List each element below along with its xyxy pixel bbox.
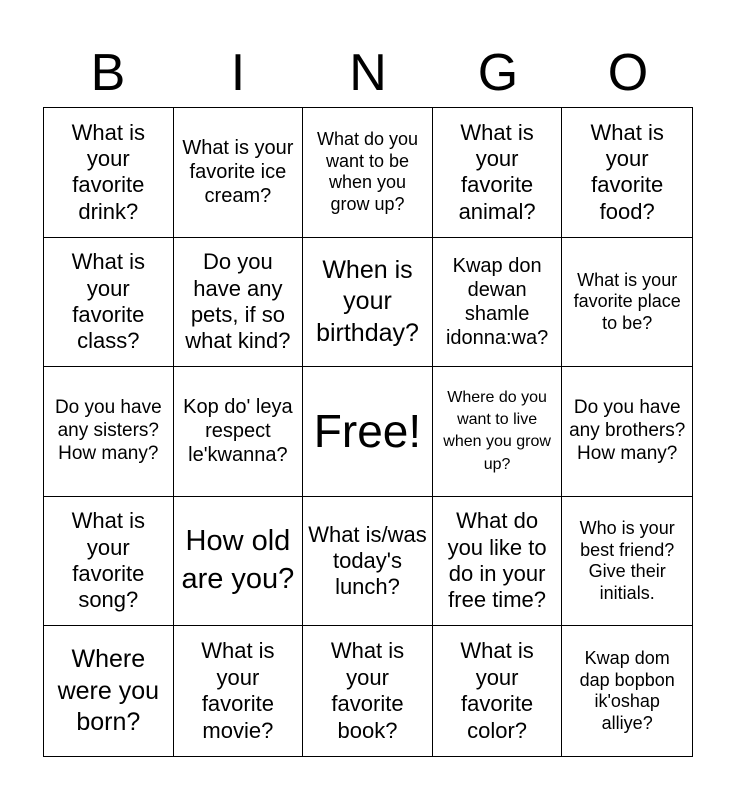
- bingo-cell[interactable]: What is your favorite place to be?: [562, 238, 692, 368]
- header-letter-b: B: [90, 44, 126, 102]
- bingo-cell[interactable]: Do you have any pets, if so what kind?: [174, 238, 304, 368]
- bingo-cell[interactable]: Do you have any sisters? How many?: [44, 367, 174, 497]
- header-letter-o: O: [607, 44, 649, 102]
- bingo-cell[interactable]: What is your favorite book?: [303, 626, 433, 756]
- bingo-cell[interactable]: Who is your best friend? Give their initials.: [562, 497, 692, 627]
- bingo-cell[interactable]: What do you want to be when you grow up?: [303, 108, 433, 238]
- bingo-cell[interactable]: Kop do' leya respect le'kwanna?: [174, 367, 304, 497]
- bingo-cell[interactable]: Do you have any brothers? How many?: [562, 367, 692, 497]
- header-letter-i: I: [230, 44, 246, 102]
- bingo-cell[interactable]: What is your favorite animal?: [433, 108, 563, 238]
- bingo-cell[interactable]: What is your favorite color?: [433, 626, 563, 756]
- free-space-cell[interactable]: Free!: [303, 367, 433, 497]
- bingo-cell[interactable]: What is/was today's lunch?: [303, 497, 433, 627]
- bingo-cell[interactable]: Where do you want to live when you grow up?: [433, 367, 563, 497]
- bingo-cell[interactable]: Kwap dom dap bopbon ik'oshap alliye?: [579, 648, 675, 733]
- bingo-cell[interactable]: Kwap don dewan shamle idonna:wa?: [433, 238, 563, 368]
- bingo-cell[interactable]: What is your favorite movie?: [174, 626, 304, 756]
- bingo-card-grid: [43, 107, 693, 757]
- bingo-cell[interactable]: What is your favorite ice cream?: [174, 108, 304, 238]
- bingo-cell[interactable]: Where were you born?: [44, 626, 174, 756]
- bingo-cell[interactable]: What is your favorite food?: [562, 108, 692, 238]
- bingo-cell[interactable]: What do you like to do in your free time?: [433, 497, 563, 627]
- bingo-cell[interactable]: What is your favorite drink?: [44, 108, 174, 238]
- header-letter-n: N: [349, 44, 387, 102]
- bingo-cell[interactable]: When is your birthday?: [303, 238, 433, 368]
- header-letter-g: G: [477, 44, 519, 102]
- bingo-cell[interactable]: What is your favorite song?: [44, 497, 174, 627]
- bingo-cell[interactable]: What is your favorite class?: [44, 238, 174, 368]
- bingo-cell[interactable]: How old are you?: [174, 497, 304, 627]
- bingo-header: [43, 40, 693, 106]
